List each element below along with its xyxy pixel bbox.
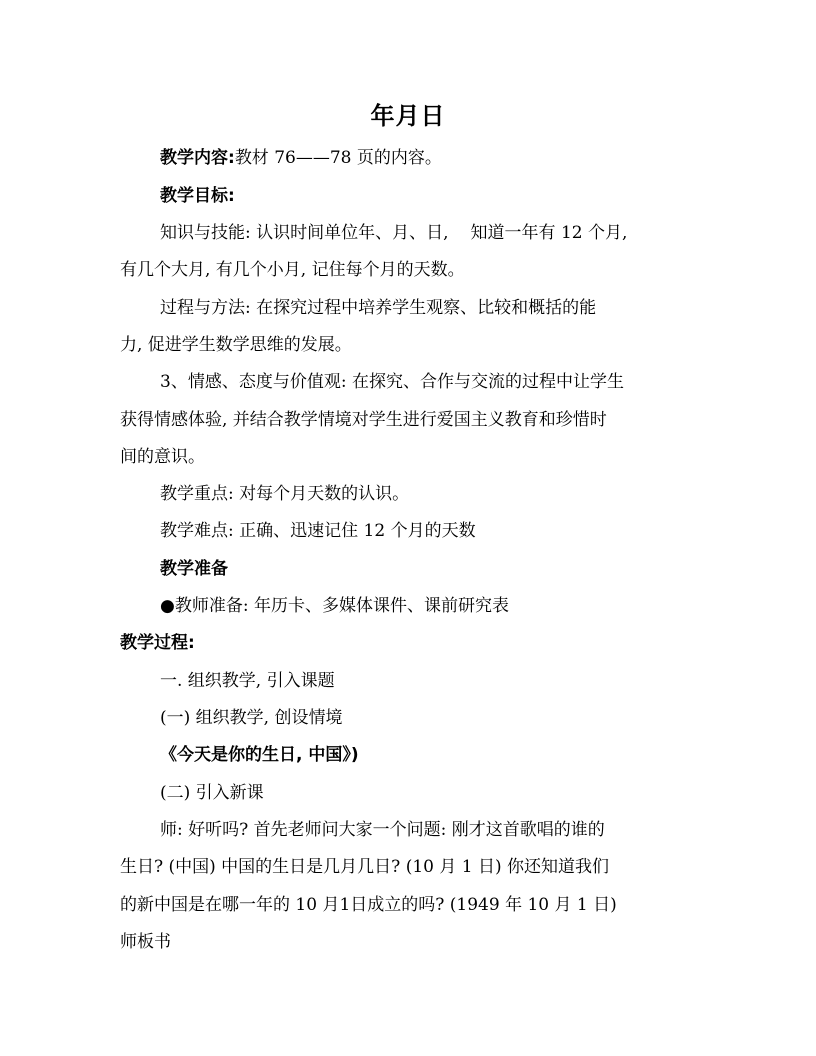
knowledge-skill-text-a: 知识与技能: 认识时间单位年、月、日, [160, 223, 449, 243]
teaching-content-line [160, 146, 442, 170]
teaching-preparation-heading: 教学准备 [160, 559, 228, 579]
teaching-content-text: 教材 76——78 页的内容。 [234, 148, 442, 168]
emotion-attitude-line-3: 间的意识。 [120, 447, 205, 467]
page-title: 年月日 [370, 102, 446, 130]
dialog-line-1: 师: 好听吗? 首先老师问大家一个问题: 刚才这首歌唱的谁的 [160, 820, 605, 840]
difficult-point-line: 教学难点: 正确、迅速记住 12 个月的天数 [160, 521, 476, 541]
knowledge-skill-line-2: 有几个大月, 有几个小月, 记住每个月的天数。 [120, 260, 465, 280]
teaching-content-label: 教学内容: [160, 148, 235, 168]
dialog-line-4: 师板书 [120, 932, 171, 952]
dialog-line-3: 的新中国是在哪一年的 10 月1日成立的吗? (1949 年 10 月 1 日) [120, 895, 617, 915]
emotion-attitude-line-1: 3、情感、态度与价值观: 在探究、合作与交流的过程中让学生 [160, 372, 624, 392]
teaching-objectives-heading: 教学目标: [160, 186, 235, 206]
step-1-1-line: (一) 组织教学, 创设情境 [160, 708, 343, 728]
dialog-line-2: 生日? (中国) 中国的生日是几月几日? (10 月 1 日) 你还知道我们 [120, 857, 610, 877]
key-point-line: 教学重点: 对每个月天数的认识。 [160, 484, 410, 504]
process-method-line-2: 力, 促进学生数学思维的发展。 [120, 335, 352, 355]
teaching-process-heading: 教学过程: [120, 633, 195, 653]
emotion-attitude-line-2: 获得情感体验, 并结合教学情境对学生进行爱国主义教育和珍惜时 [120, 410, 607, 430]
song-title-line: 《今天是你的生日, 中国》) [160, 745, 359, 765]
step-1-line: 一. 组织教学, 引入课题 [160, 671, 335, 691]
process-method-line-1: 过程与方法: 在探究过程中培养学生观察、比较和概括的能 [160, 298, 597, 318]
knowledge-skill-line-1 [160, 221, 627, 245]
teacher-preparation-line: ●教师准备: 年历卡、多媒体课件、课前研究表 [160, 596, 509, 616]
step-1-2-line: (二) 引入新课 [160, 783, 264, 803]
knowledge-skill-text-b: 知道一年有 12 个月, [470, 223, 628, 243]
